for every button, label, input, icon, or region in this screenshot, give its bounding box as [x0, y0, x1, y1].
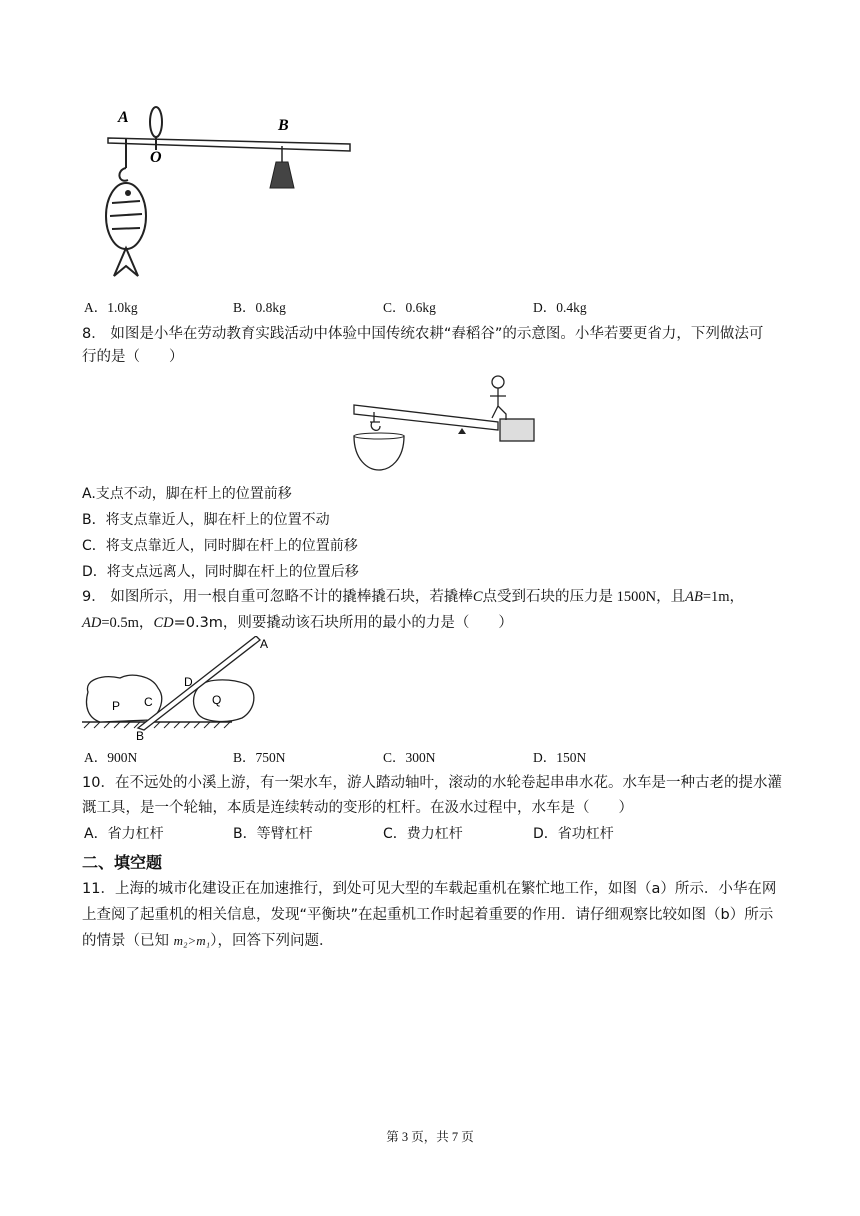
steelyard-figure [78, 98, 358, 288]
q9-text-1b: 点受到石块的压力是 1500N，且 [482, 589, 686, 605]
q8-option-b: B．将支点靠近人，脚在杆上的位置不动 [82, 512, 330, 528]
q8-option-d: D．将支点远离人，同时脚在杆上的位置后移 [82, 564, 359, 580]
q7-option-d: D．0.4kg [533, 300, 587, 315]
q10-option-a: A．省力杠杆 [84, 826, 164, 842]
q9-option-a: A．900N [84, 750, 138, 765]
label-a: A [260, 637, 269, 651]
q7-option-a: A．1.0kg [84, 300, 138, 315]
q9-option-d: D．150N [533, 750, 587, 765]
q9-option-b: B．750N [233, 750, 286, 765]
q9-text-1c: =1m， [702, 589, 745, 605]
q11-text-3a: 的情景（已知 [82, 933, 169, 949]
q11-stem-line2: 上查阅了起重机的相关信息，发现“平衡块”在起重机工作时起着重要的作用．请仔细观察比较如图（b）所示 [82, 907, 774, 923]
crowbar-figure [80, 636, 280, 742]
q10-option-c: C．费力杠杆 [383, 826, 463, 842]
q9-text-1a: 9． 如图所示，用一根自重可忽略不计的撬棒撬石块，若撬棒 [82, 589, 473, 605]
q8-stem-line2: 行的是（ ） [82, 349, 184, 365]
label-b: B [278, 117, 289, 134]
page-footer: 第 3 页，共 7 页 [386, 1130, 474, 1144]
label-b: B [136, 729, 145, 742]
q10-stem-line2: 溉工具，是一个轮轴，本质是连续转动的变形的杠杆。在汲水过程中，水车是（ ） [82, 800, 633, 816]
label-a: A [118, 109, 129, 126]
q11-var-m: m₂>m₁ [173, 933, 211, 948]
q9-var-ad: AD [82, 615, 102, 631]
label-p: P [112, 699, 121, 713]
q7-option-b: B．0.8kg [233, 300, 286, 315]
q11-text-3b: ），回答下列问题． [210, 933, 334, 949]
q9-option-c: C．300N [383, 750, 436, 765]
q9-var-c: C [472, 589, 483, 605]
q9-var-cd: CD [153, 615, 174, 631]
q10-stem-line1: 10．在不远处的小溪上游，有一架水车，游人踏动轴叶，滚动的水轮卷起串串水花。水车是一种古老的提水灌 [82, 775, 782, 791]
q8-option-a: A.支点不动，脚在杆上的位置前移 [82, 486, 292, 502]
q9-text-2b: =0.3m，则要撬动该石块所用的最小的力是（ ） [173, 615, 513, 631]
q10-option-d: D．省功杠杆 [533, 826, 614, 842]
q11-stem-line1: 11．上海的城市化建设正在加速推行，到处可见大型的车载起重机在繁忙地工作，如图（a）所示．小华在网 [82, 881, 777, 897]
q9-var-ab: AB [685, 589, 703, 605]
q8-stem-line1: 8． 如图是小华在劳动教育实践活动中体验中国传统农耕“舂稻谷”的示意图。小华若要更省力，下列做法可 [82, 326, 764, 342]
label-c: C [144, 695, 153, 709]
q7-option-c: C．0.6kg [383, 300, 436, 315]
label-o: O [150, 149, 162, 166]
q9-stem-line2 [82, 612, 513, 634]
label-d: D [184, 675, 193, 689]
q9-stem-line1 [82, 586, 744, 608]
q9-text-2a: =0.5m， [101, 615, 154, 631]
q10-option-b: B．等臂杠杆 [233, 826, 313, 842]
q8-option-c: C．将支点靠近人，同时脚在杆上的位置前移 [82, 538, 358, 554]
label-q: Q [212, 693, 222, 707]
pounding-rice-figure [350, 372, 540, 476]
q11-stem-line3 [82, 930, 333, 952]
section-title: 二、填空题 [82, 853, 163, 872]
